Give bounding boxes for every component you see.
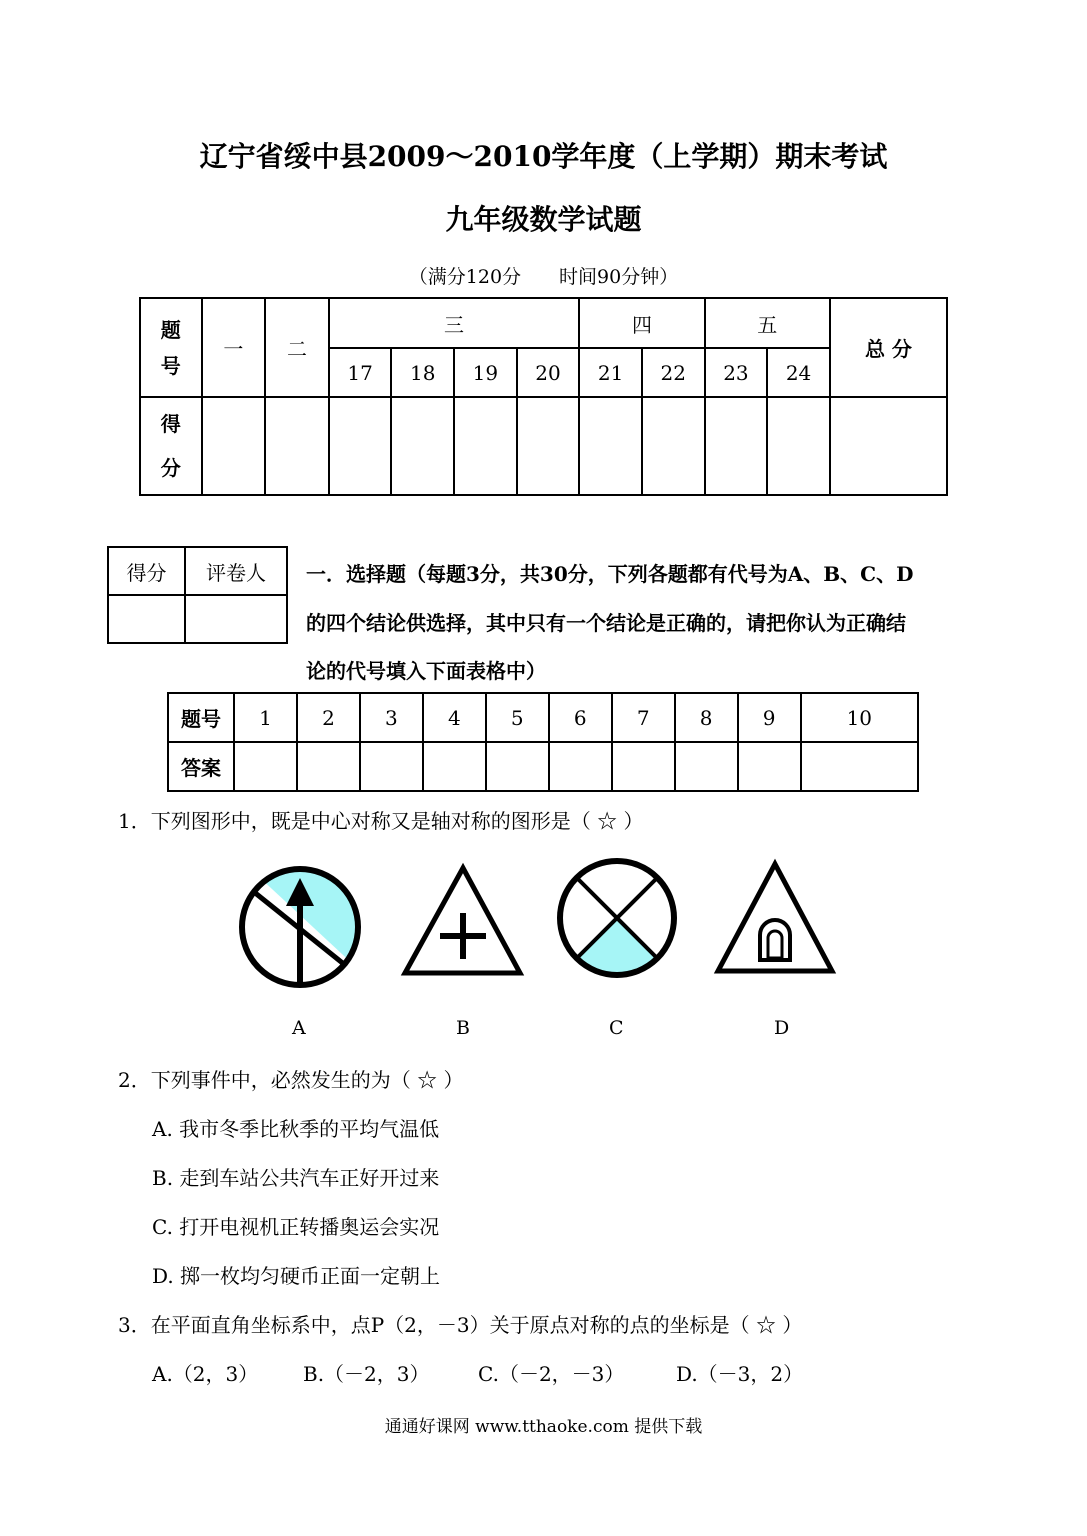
question-number: 9 — [738, 693, 801, 742]
answer-table — [167, 692, 919, 792]
section1-line1: 一．选择题（每题3分，共30分，下列各题都有代号为A、B、C、D — [306, 562, 914, 586]
answer-cell[interactable] — [486, 742, 549, 791]
sub-col: 24 — [767, 348, 830, 397]
question-3: 3．在平面直角坐标系中，点P（2，－3）关于原点对称的点的坐标是（ ☆ ） — [118, 1313, 803, 1337]
score-cell[interactable] — [642, 397, 705, 495]
answer-cell[interactable] — [738, 742, 801, 791]
answer-cell[interactable] — [360, 742, 423, 791]
answer-cell[interactable] — [423, 742, 486, 791]
q3-option-d: D.（－3，2） — [676, 1362, 804, 1386]
answer-cell[interactable] — [549, 742, 612, 791]
exam-meta: （满分120分 时间90分钟） — [408, 266, 679, 288]
sign-b-icon — [405, 868, 520, 973]
tihao-label: 题 号 — [140, 298, 202, 397]
question-number: 10 — [801, 693, 918, 742]
answer-row-label: 答案 — [168, 742, 234, 791]
question-number: 8 — [675, 693, 738, 742]
question-number: 2 — [297, 693, 360, 742]
grader-box — [107, 546, 288, 644]
q2-option-a: A. 我市冬季比秋季的平均气温低 — [152, 1117, 440, 1141]
grader-score-label: 得分 — [108, 547, 185, 595]
answer-row-label: 题号 — [168, 693, 234, 742]
q2-option-c: C. 打开电视机正转播奥运会实况 — [152, 1215, 440, 1239]
score-table — [139, 297, 948, 496]
sec-3: 三 — [329, 298, 580, 348]
score-cell[interactable] — [517, 397, 580, 495]
grader-name-label: 评卷人 — [185, 547, 287, 595]
total-label: 总 分 — [830, 298, 947, 397]
question-number: 1 — [234, 693, 297, 742]
sign-a-icon — [230, 850, 370, 985]
q3-option-a: A.（2，3） — [152, 1362, 259, 1386]
score-cell[interactable] — [579, 397, 642, 495]
q1-label-d: D — [774, 1017, 790, 1039]
grader-score-cell[interactable] — [108, 595, 185, 643]
sec-1: 一 — [202, 298, 266, 397]
question-number: 7 — [612, 693, 675, 742]
score-cell[interactable] — [329, 397, 392, 495]
answer-cell[interactable] — [234, 742, 297, 791]
page-footer: 通通好课网 www.tthaoke.com 提供下载 — [384, 1417, 703, 1437]
score-cell[interactable] — [454, 397, 517, 495]
q3-option-b: B.（－2，3） — [303, 1362, 430, 1386]
score-cell[interactable] — [705, 397, 768, 495]
q1-figures — [230, 850, 850, 990]
score-cell[interactable] — [767, 397, 830, 495]
sub-col: 17 — [329, 348, 392, 397]
section1-line3: 论的代号填入下面表格中） — [306, 659, 546, 683]
question-number: 5 — [486, 693, 549, 742]
section1-line2: 的四个结论供选择，其中只有一个结论是正确的，请把你认为正确结 — [306, 611, 906, 635]
q1-label-b: B — [456, 1017, 470, 1039]
sub-col: 20 — [517, 348, 580, 397]
question-1: 1．下列图形中，既是中心对称又是轴对称的图形是（ ☆ ） — [118, 809, 644, 833]
q2-option-b: B. 走到车站公共汽车正好开过来 — [152, 1166, 440, 1190]
sec-5: 五 — [705, 298, 830, 348]
answer-cell[interactable] — [612, 742, 675, 791]
q3-option-c: C.（－2，－3） — [478, 1362, 625, 1386]
question-number: 4 — [423, 693, 486, 742]
sec-4: 四 — [579, 298, 704, 348]
q2-option-d: D. 掷一枚均匀硬币正面一定朝上 — [152, 1264, 441, 1288]
sub-col: 22 — [642, 348, 705, 397]
question-number: 6 — [549, 693, 612, 742]
sub-col: 21 — [579, 348, 642, 397]
score-cell[interactable] — [202, 397, 266, 495]
q1-label-a: A — [292, 1017, 306, 1039]
answer-cell[interactable] — [297, 742, 360, 791]
question-2: 2．下列事件中，必然发生的为（ ☆ ） — [118, 1068, 464, 1092]
answer-cell[interactable] — [801, 742, 918, 791]
answer-cell[interactable] — [675, 742, 738, 791]
exam-subtitle: 九年级数学试题 — [445, 203, 642, 236]
sub-col: 23 — [705, 348, 768, 397]
question-number: 3 — [360, 693, 423, 742]
sub-col: 19 — [454, 348, 517, 397]
defen-label: 得 分 — [140, 397, 202, 495]
sub-col: 18 — [391, 348, 454, 397]
sign-c-icon — [560, 861, 674, 975]
score-cell[interactable] — [830, 397, 947, 495]
score-cell[interactable] — [265, 397, 329, 495]
grader-name-cell[interactable] — [185, 595, 287, 643]
sec-2: 二 — [265, 298, 329, 397]
sign-d-icon — [718, 864, 832, 971]
score-cell[interactable] — [391, 397, 454, 495]
q1-label-c: C — [609, 1017, 624, 1039]
exam-title: 辽宁省绥中县2009～2010学年度（上学期）期末考试 — [199, 140, 888, 173]
